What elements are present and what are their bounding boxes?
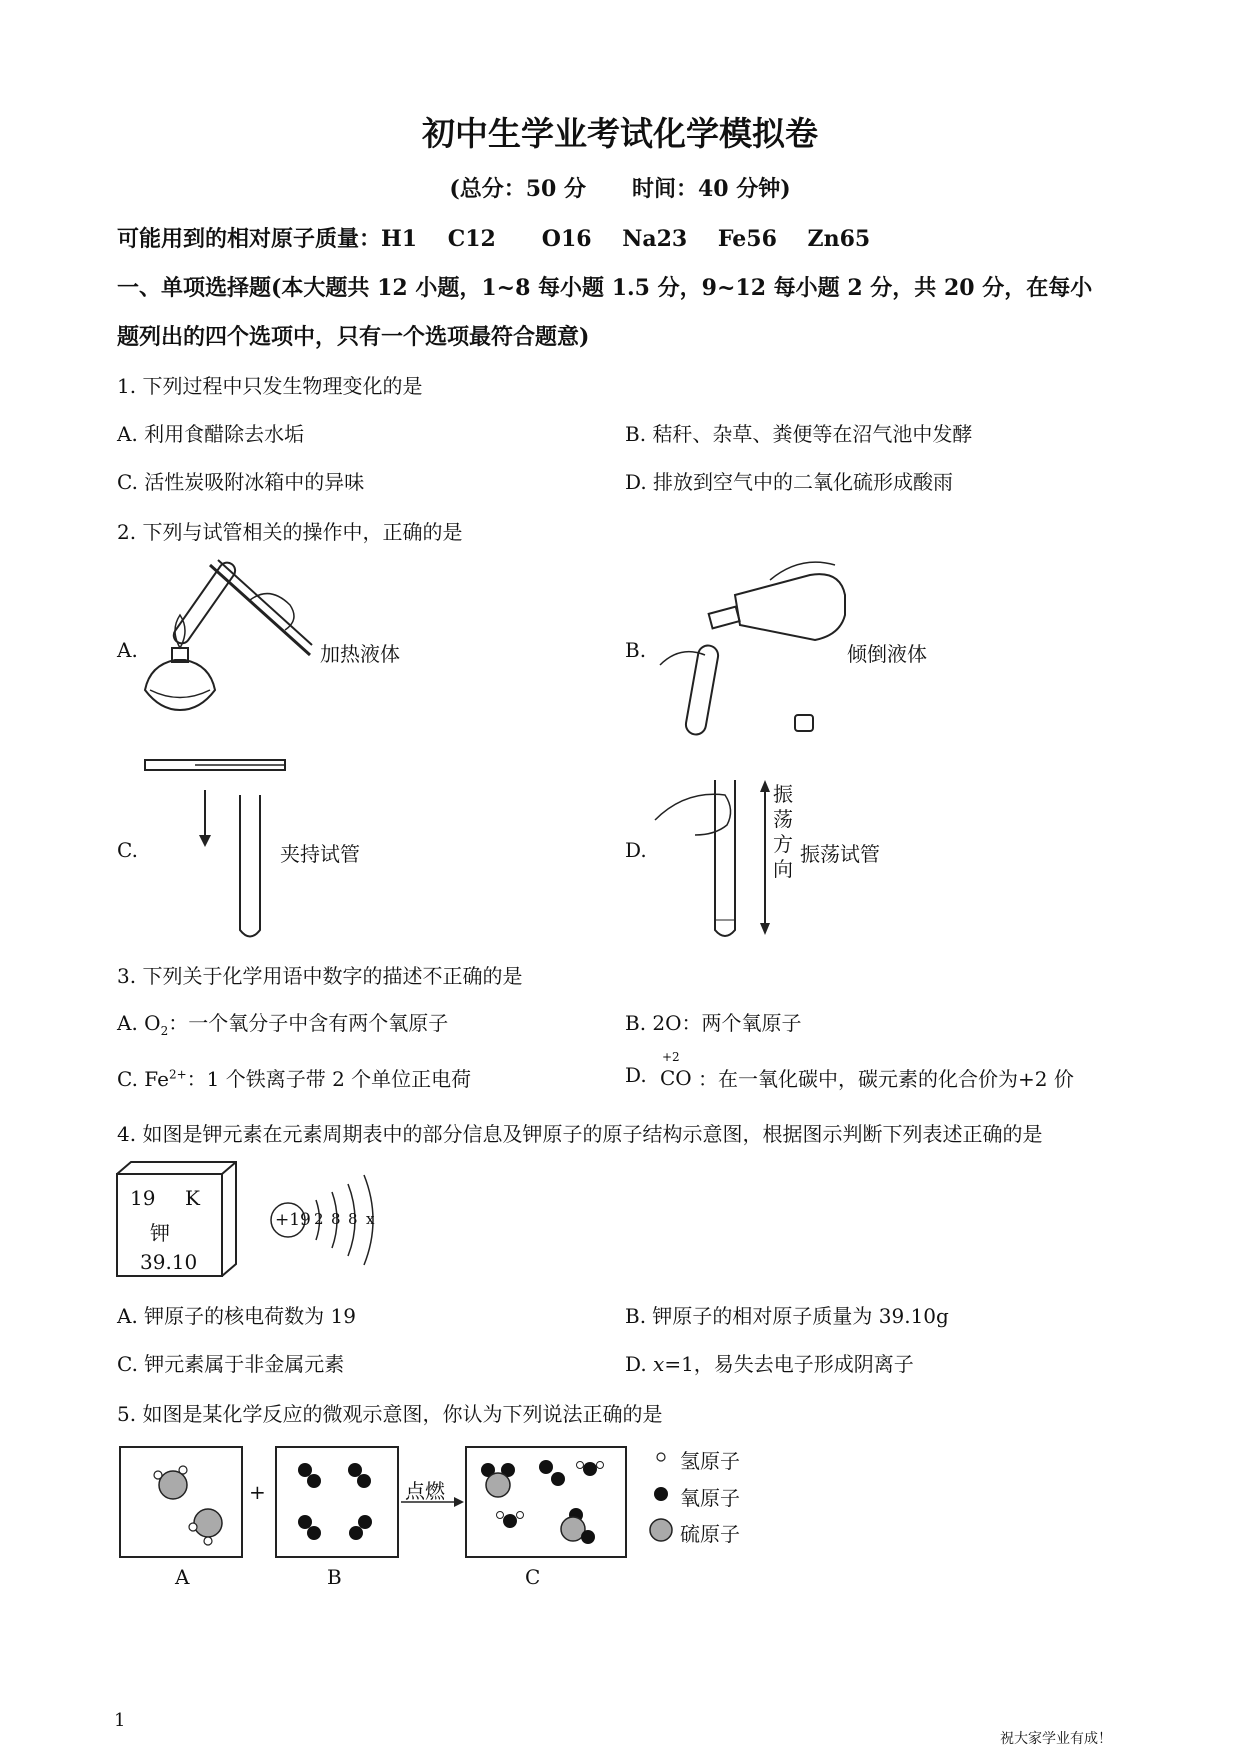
d-arrow-label-1: 振 [773, 782, 793, 806]
q5-stem: 5. 如图是某化学反应的微观示意图，你认为下列说法正确的是 [117, 1402, 663, 1426]
page-number: 1 [114, 1710, 126, 1731]
box-label-b: B [327, 1565, 342, 1589]
q2-option-c-letter: C. [117, 838, 138, 862]
nucleus-charge: +19 [275, 1210, 311, 1230]
q4-option-c: C. 钾元素属于非金属元素 [117, 1352, 345, 1376]
q1-option-d: D. 排放到空气中的二氧化硫形成酸雨 [625, 470, 954, 494]
d-arrow-label-3: 方 [773, 832, 793, 856]
shell-1-electrons: 2 [314, 1210, 324, 1228]
q3-option-a: A. $O_2$：一个氧分子中含有两个氧原子 [117, 1011, 449, 1038]
d-arrow-label-4: 向 [773, 857, 793, 881]
page-title: 初中生学业考试化学模拟卷 [422, 114, 818, 153]
q3-option-d-prefix: D. [625, 1063, 647, 1087]
legend-oxygen: 氧原子 [680, 1486, 740, 1510]
q2-stem: 2. 下列与试管相关的操作中，正确的是 [117, 520, 463, 544]
q4-option-a: A. 钾原子的核电荷数为 19 [117, 1304, 356, 1328]
q2-caption-a: 加热液体 [320, 642, 400, 666]
q4-stem: 4. 如图是钾元素在元素周期表中的部分信息及钾原子的原子结构示意图，根据图示判断下列表述正确的是 [117, 1122, 1043, 1146]
co-formula: CO [660, 1066, 692, 1090]
q3-stem: 3. 下列关于化学用语中数字的描述不正确的是 [117, 964, 523, 988]
q2-caption-d: 振荡试管 [800, 842, 880, 866]
q3-option-c: C. $Fe^{2+}$：1 个铁离子带 2 个单位正电荷 [117, 1067, 472, 1091]
q3-option-b: B. 2O：两个氧原子 [625, 1011, 802, 1035]
q1-option-c: C. 活性炭吸附冰箱中的异味 [117, 470, 365, 494]
q4-option-b: B. 钾原子的相对原子质量为 39.10g [625, 1304, 949, 1328]
q1-stem: 1. 下列过程中只发生物理变化的是 [117, 374, 423, 398]
footer-note: 祝大家学业有成！ [1000, 1731, 1112, 1747]
shell-2-electrons: 8 [331, 1210, 341, 1228]
legend-hydrogen: 氢原子 [680, 1449, 740, 1473]
q4-option-d: D. x=1，易失去电子形成阴离子 [625, 1352, 914, 1376]
q2-caption-c: 夹持试管 [280, 842, 360, 866]
shell-3-electrons: 8 [348, 1210, 358, 1228]
cell-atomic-number: 19 [130, 1186, 156, 1210]
section-heading-line2: 题列出的四个选项中，只有一个选项最符合题意) [117, 324, 590, 350]
cell-symbol: K [185, 1186, 200, 1210]
exam-meta: (总分：50 分 时间：40 分钟) [449, 176, 791, 202]
plus-sign: + [249, 1480, 266, 1504]
cell-element-name: 钾 [150, 1221, 170, 1245]
valence-mark: +2 [662, 1050, 680, 1064]
shaking-tube-figure [655, 780, 765, 940]
legend-sulfur: 硫原子 [680, 1522, 740, 1546]
q2-caption-b: 倾倒液体 [847, 642, 927, 666]
q1-option-b: B. 秸秆、杂草、粪便等在沼气池中发酵 [625, 422, 973, 446]
box-label-a: A [175, 1565, 190, 1589]
q2-option-b-letter: B. [625, 638, 647, 662]
d-arrow-label-2: 荡 [773, 807, 793, 831]
heating-liquid-figure [140, 560, 310, 740]
atomic-masses: 可能用到的相对原子质量：H1 C12 O16 Na23 Fe56 Zn65 [117, 226, 871, 252]
q3-option-d-text: ：在一氧化碳中，碳元素的化合价为+2 价 [698, 1067, 1074, 1091]
box-label-c: C [525, 1565, 541, 1589]
shell-4-electrons: x [366, 1210, 375, 1228]
q2-option-a-letter: A. [117, 638, 138, 662]
section-heading-line1: 一、单项选择题(本大题共 12 小题，1~8 每小题 1.5 分，9~12 每小题 2 分，共 20 分，在每小 [117, 275, 1093, 301]
pouring-liquid-figure [650, 555, 870, 745]
q2-option-d-letter: D. [625, 838, 647, 862]
q1-option-a: A. 利用食醋除去水垢 [117, 422, 305, 446]
cell-atomic-mass: 39.10 [140, 1250, 198, 1274]
reaction-condition: 点燃 [405, 1479, 445, 1503]
